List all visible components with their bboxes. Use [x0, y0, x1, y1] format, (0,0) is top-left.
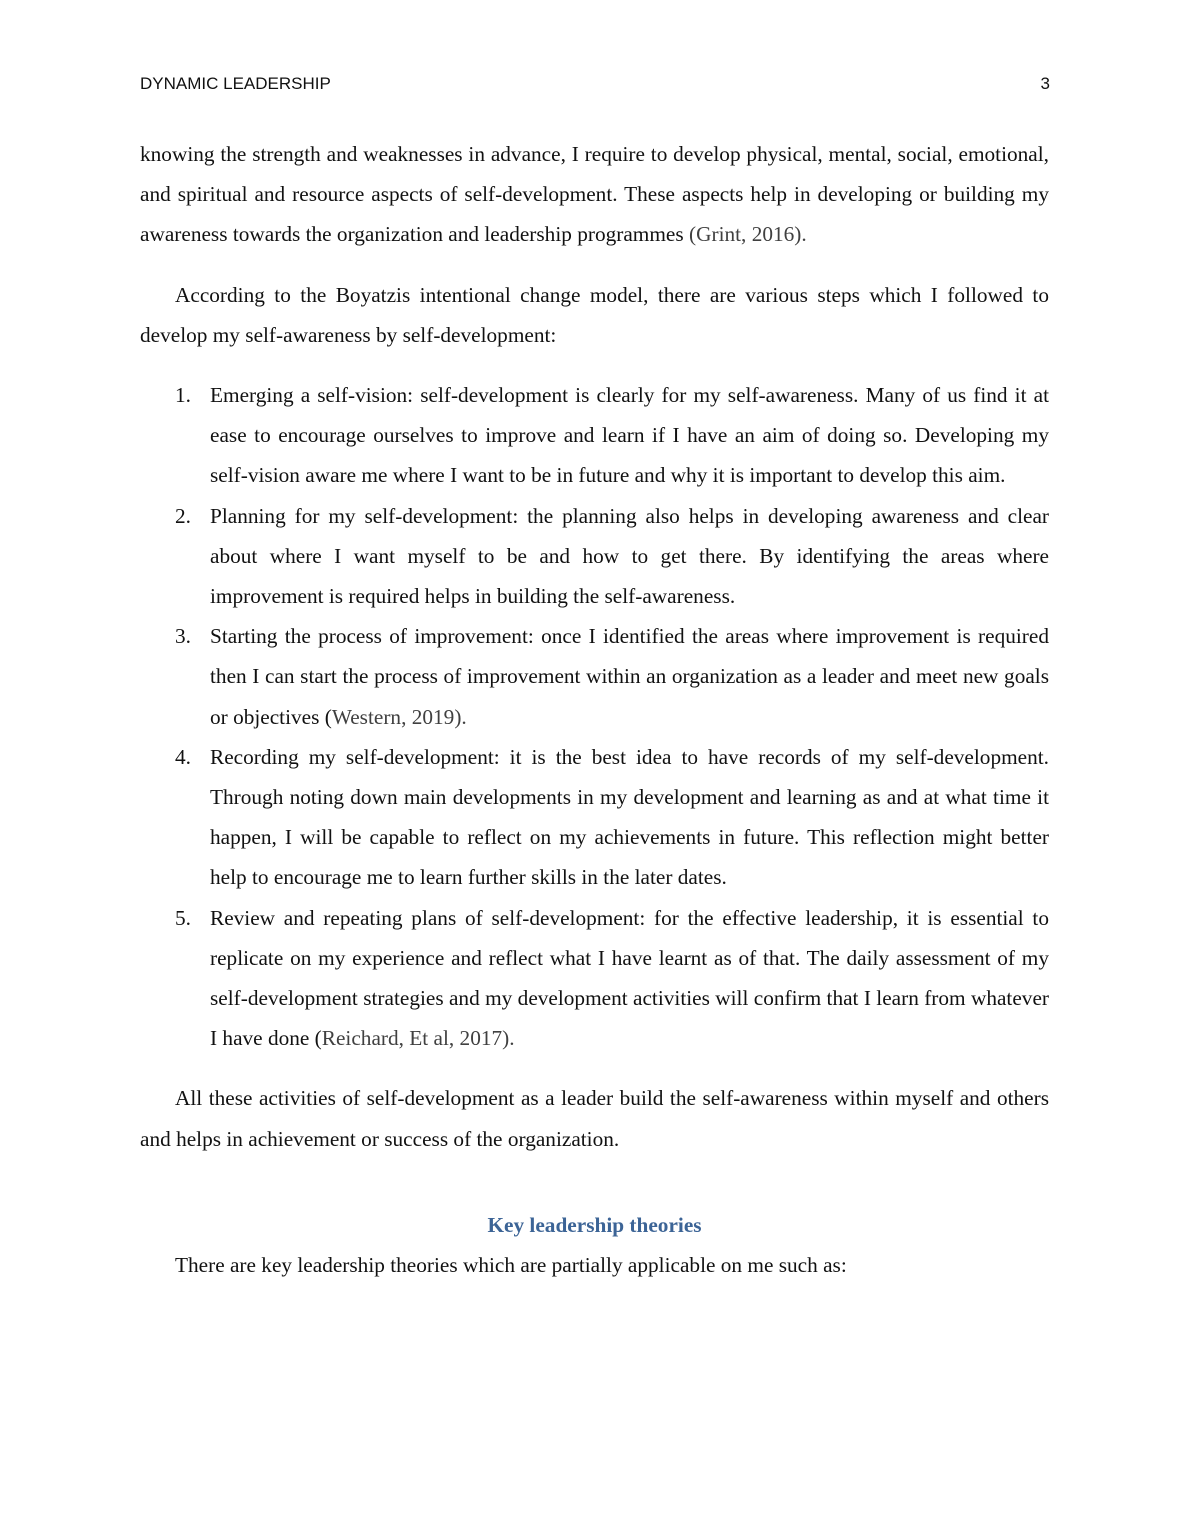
- page-number: 3: [1040, 74, 1050, 93]
- paragraph-boyatzis-intro: [140, 275, 1049, 355]
- list-item-number: 2.: [175, 503, 191, 528]
- paragraph-text: All these activities of self-development as a leader build the self-awareness within myself and others and helps in achievement or success of the organization.: [140, 1086, 1049, 1151]
- citation: Reichard, Et al, 2017).: [321, 1026, 515, 1051]
- citation: (Grint, 2016).: [689, 222, 807, 247]
- paragraph-continuation: [140, 134, 1049, 255]
- list-item-number: 3.: [175, 624, 191, 649]
- list-item-text: Planning for my self-development: the planning also helps in developing awareness and clear about where I want myself to be and how to get there. By identifying the areas where improvement is required helps in building the self-awareness.: [210, 503, 1049, 609]
- list-item-number: 1.: [175, 383, 191, 408]
- section-heading: Key leadership theories: [487, 1212, 702, 1237]
- list-item: [140, 496, 1049, 617]
- list-item: [140, 375, 1049, 496]
- paragraph-text: There are key leadership theories which are partially applicable on me such as:: [175, 1253, 847, 1278]
- list-item-text: Emerging a self-vision: self-development is clearly for my self-awareness. Many of us find it at ease to encourage ourselves to improve and learn if I have an aim of doing so. Developing my self-vision aware me where I want to be in future and why it is important to develop this aim.: [210, 383, 1049, 488]
- list-item: [140, 737, 1049, 898]
- citation: Western, 2019).: [331, 704, 467, 729]
- list-item: [140, 616, 1049, 737]
- paragraph-text: knowing the strength and weaknesses in advance, I require to develop physical, mental, social, emotional, and spiritual and resource aspects of self-development. These aspects help in developing or building my awareness towards the organization and leadership programmes: [140, 142, 1049, 247]
- list-item-number: 5.: [175, 905, 191, 930]
- list-item-text: Review and repeating plans of self-development: for the effective leadership, it is essential to replicate on my experience and reflect what I have learnt as of that. The daily assessment of my self-development strategies and my development activities will confirm that I learn from whatever I have done (: [210, 905, 1049, 1051]
- list-item-number: 4.: [175, 744, 191, 769]
- section-intro-paragraph: [140, 1245, 1049, 1285]
- document-body: [140, 134, 1049, 1285]
- running-title: DYNAMIC LEADERSHIP: [140, 74, 331, 93]
- self-development-steps-list: [140, 375, 1049, 1058]
- paragraph-summary: [140, 1078, 1049, 1158]
- running-header: [140, 72, 1050, 96]
- list-item-text: Recording my self-development: it is the best idea to have records of my self-development. Through noting down main developments in my development and learning as and at what time it happen, I will be capable to reflect on my achievements in future. This reflection might better help to encourage me to learn further skills in the later dates.: [210, 744, 1049, 890]
- paragraph-text: According to the Boyatzis intentional change model, there are various steps which I followed to develop my self-awareness by self-development:: [140, 282, 1049, 347]
- list-item-text: Starting the process of improvement: once I identified the areas where improvement is required then I can start the process of improvement within an organization as a leader and meet new goals or objectives (: [210, 624, 1049, 729]
- list-item: [140, 898, 1049, 1059]
